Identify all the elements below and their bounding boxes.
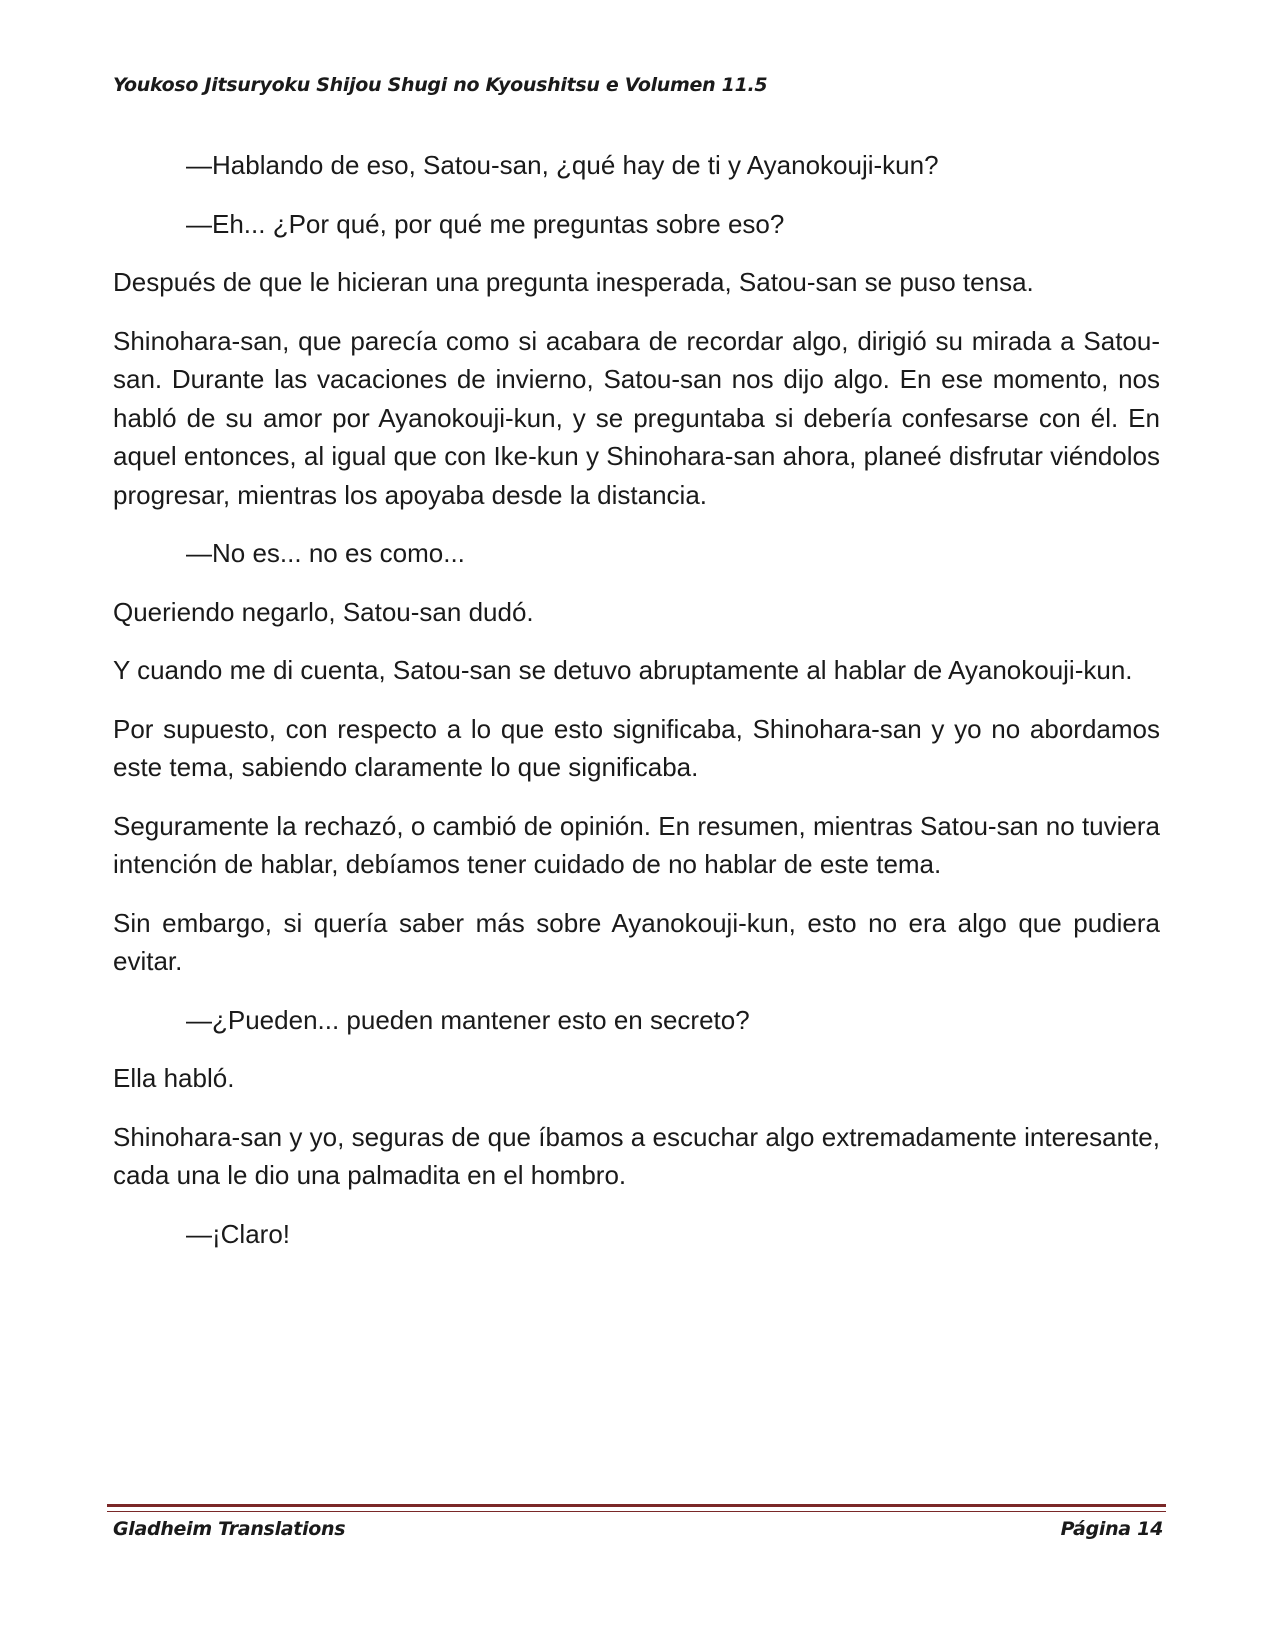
narration-paragraph: Seguramente la rechazó, o cambió de opinión. En resumen, mientras Satou-san no tuviera intención de hablar, debíamos tener cuidado de no hablar de este tema.	[113, 810, 1160, 879]
narration-paragraph: Y cuando me di cuenta, Satou-san se detuvo abruptamente al hablar de Ayanokouji-kun.	[113, 655, 1133, 685]
footer-rule-thin	[107, 1511, 1166, 1512]
dialogue-paragraph: —¡Claro!	[186, 1218, 291, 1249]
page-header-title: Youkoso Jitsuryoku Shijou Shugi no Kyoushitsu e Volumen 11.5	[113, 74, 768, 96]
narration-paragraph: Shinohara-san, que parecía como si acabara de recordar algo, dirigió su mirada a Satou-san. Durante las vacaciones de invierno, Satou-san nos dijo algo. En ese momento, nos habló de su amor por Ayanokouji-kun, y se preguntaba si debería confesarse con él. En aquel entonces, al igual que con Ike-kun y Shinohara-san ahora, planeé disfrutar viéndolos progresar, mientras los apoyaba desde la distancia.	[113, 325, 1160, 510]
dialogue-paragraph: —Hablando de eso, Satou-san, ¿qué hay de ti y Ayanokouji-kun?	[186, 150, 939, 180]
narration-paragraph: Shinohara-san y yo, seguras de que íbamos a escuchar algo extremadamente interesante, cada una le dio una palmadita en el hombro.	[113, 1121, 1160, 1190]
body-text	[113, 146, 1160, 1273]
narration-paragraph: Por supuesto, con respecto a lo que esto significaba, Shinohara-san y yo no abordamos este tema, sabiendo claramente lo que significaba.	[113, 713, 1160, 782]
footer-page-number: Página 14	[1060, 1518, 1163, 1540]
dialogue-paragraph: —¿Pueden... pueden mantener esto en secreto?	[186, 1004, 750, 1035]
dialogue-paragraph: —Eh... ¿Por qué, por qué me preguntas sobre eso?	[186, 208, 785, 239]
footer-rule	[107, 1504, 1166, 1507]
footer-translator-credit: Gladheim Translations	[113, 1518, 346, 1540]
narration-paragraph: Queriendo negarlo, Satou-san dudó.	[113, 596, 534, 627]
narration-paragraph: Sin embargo, si quería saber más sobre Ayanokouji-kun, esto no era algo que pudiera evitar.	[113, 907, 1160, 976]
narration-paragraph: Ella habló.	[113, 1063, 235, 1093]
dialogue-paragraph: —No es... no es como...	[186, 538, 465, 568]
narration-paragraph: Después de que le hicieran una pregunta inesperada, Satou-san se puso tensa.	[113, 267, 1034, 297]
